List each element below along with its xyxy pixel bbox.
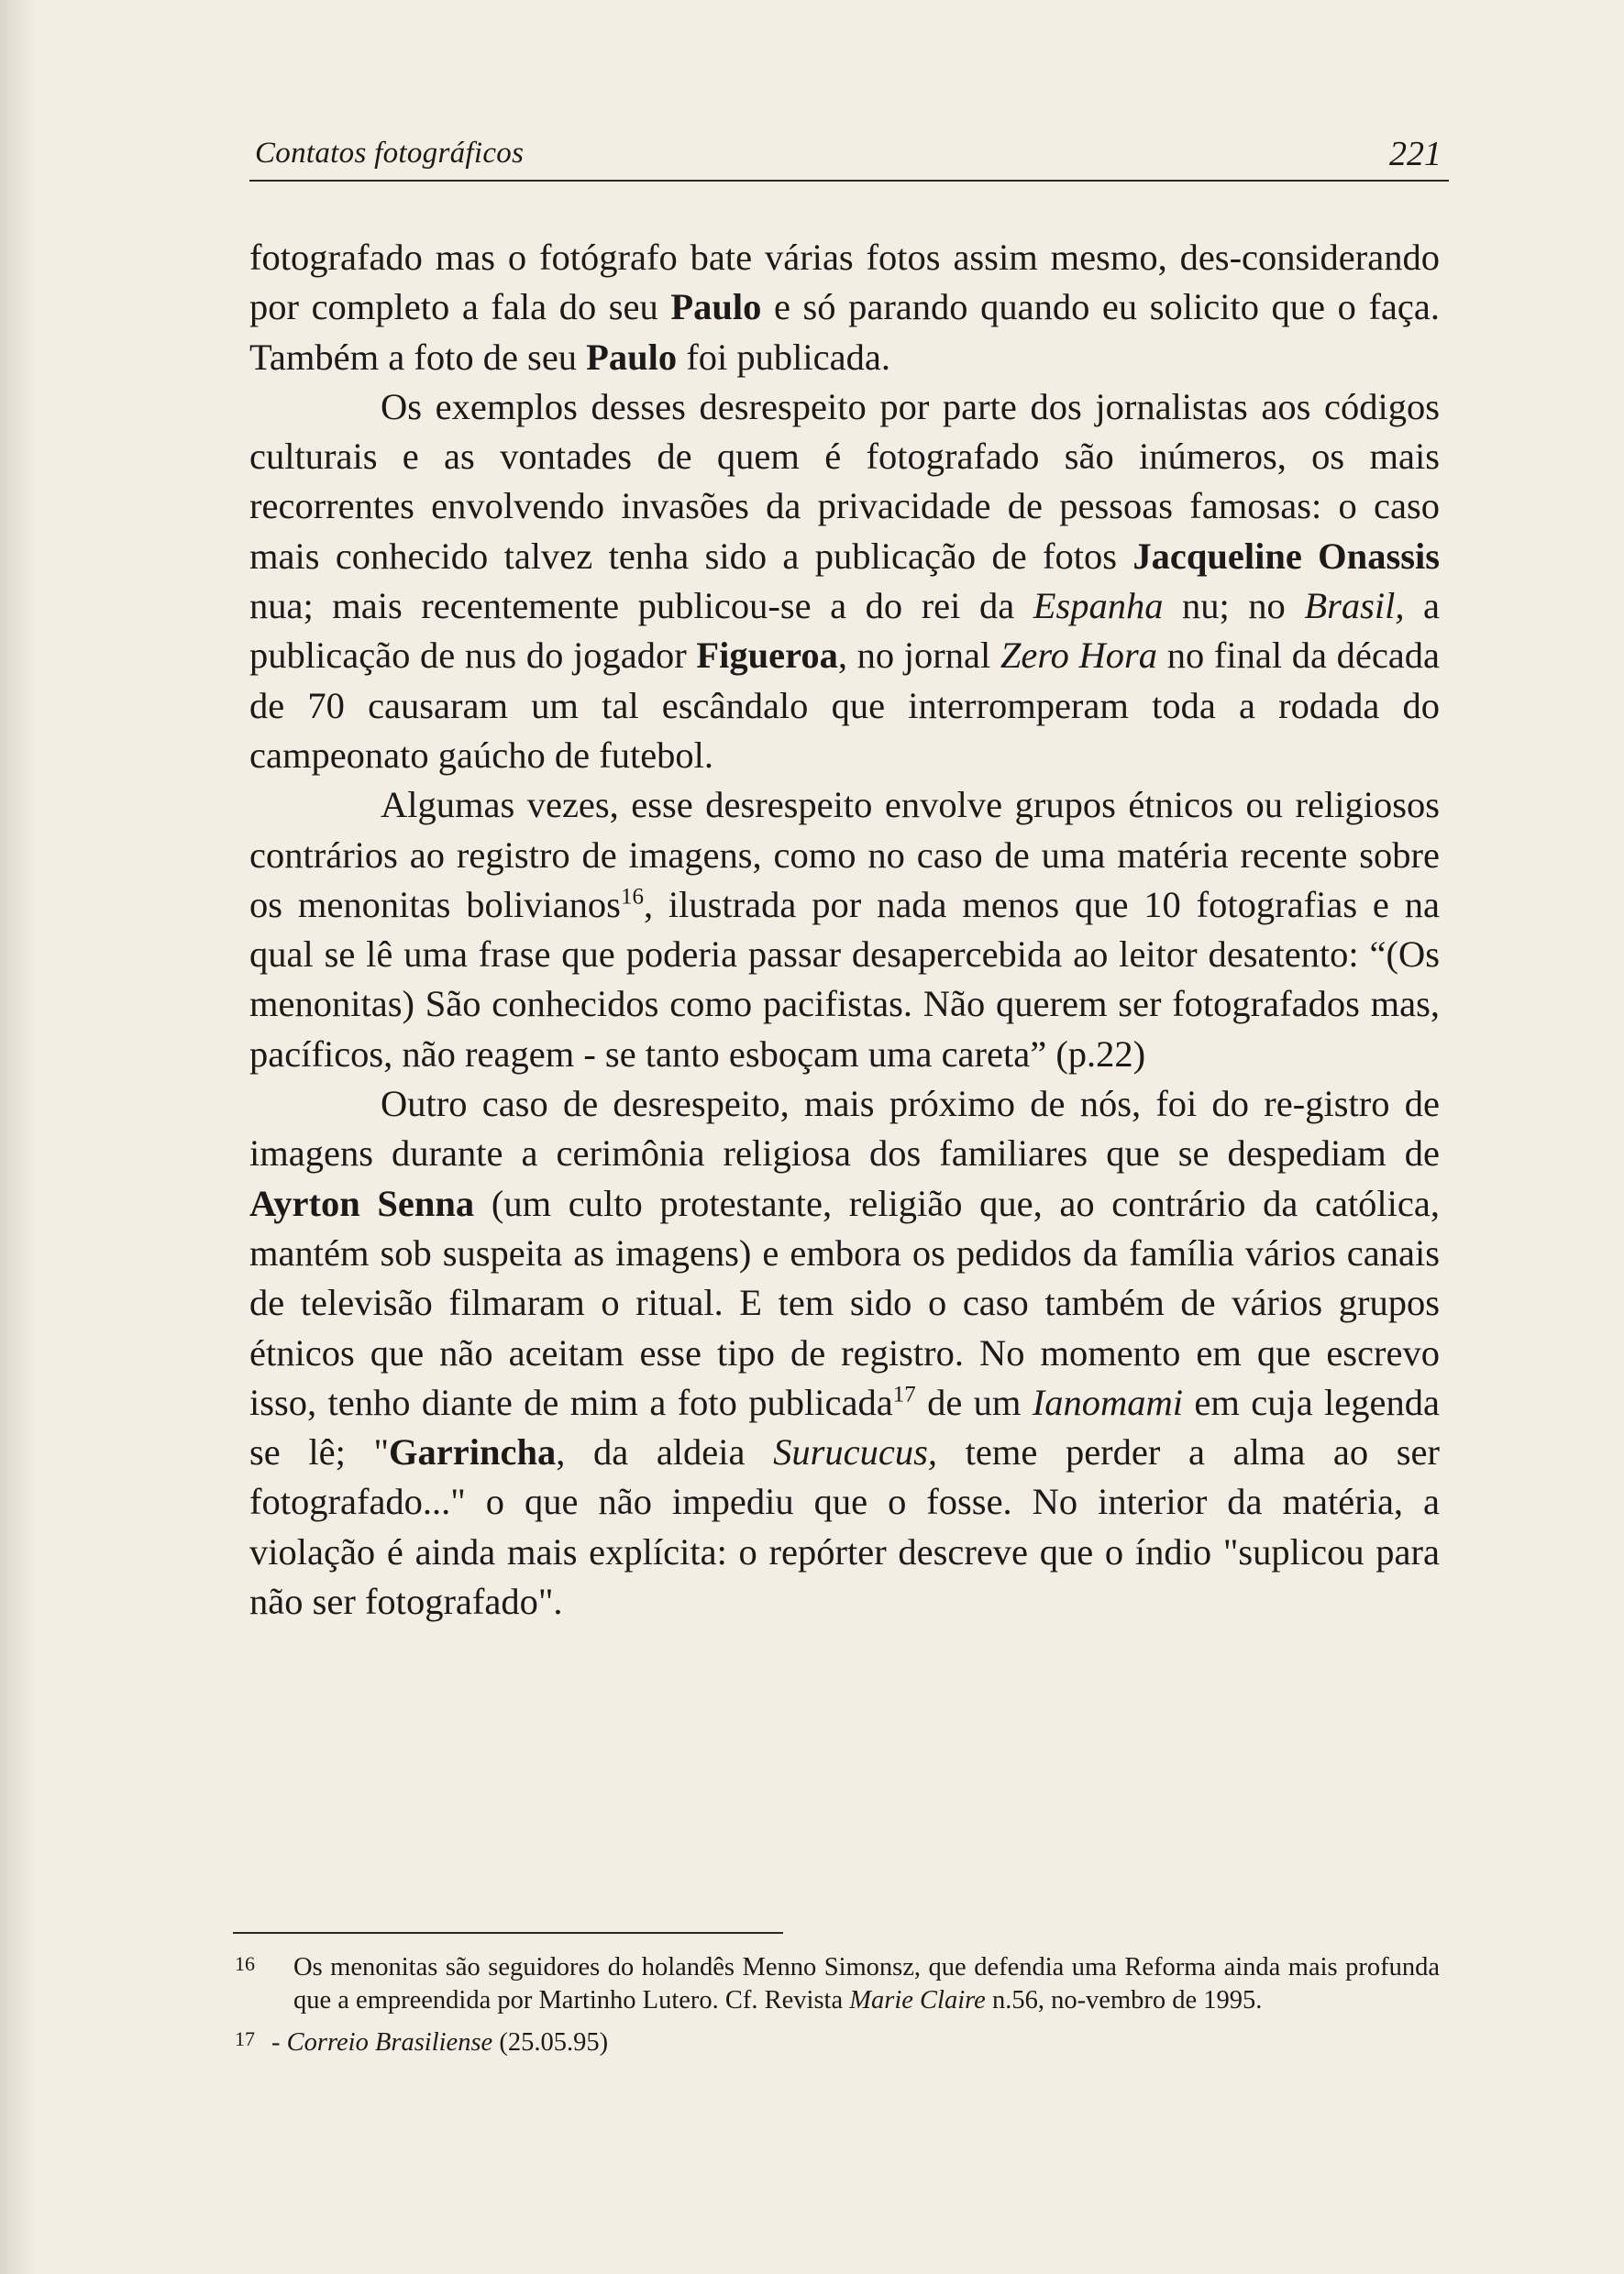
paragraph-1 <box>249 233 1440 382</box>
italic-term: Correio Brasiliense <box>286 2028 493 2057</box>
page-edge-shadow <box>0 0 37 2274</box>
paragraph-3 <box>249 780 1440 1079</box>
text-run: no final da década de 70 causaram um tal escândalo que interromperam toda a rodada do campeonato gaúcho de futebol. <box>249 635 1440 776</box>
footnote-reference: 17 <box>892 1382 916 1407</box>
text-run: Outro caso de desrespeito, mais próximo de nós, foi do re-gistro de imagens durante a cerimônia religiosa dos familiares que se despediam de <box>249 1083 1440 1175</box>
paragraph-2 <box>249 382 1440 780</box>
footnote-mark: 16 <box>235 1952 255 1975</box>
bold-name: Ayrton Senna <box>249 1182 475 1224</box>
footnotes <box>233 1951 1440 2069</box>
italic-term: Brasil, <box>1304 585 1405 627</box>
italic-term: Surucucus, <box>773 1431 937 1474</box>
paragraph-4 <box>249 1079 1440 1627</box>
bold-name: Garrincha <box>389 1431 557 1474</box>
text-run: , no jornal <box>837 635 1000 677</box>
bold-name: Figueroa <box>696 635 838 677</box>
text-run: e só parando quando eu solicito que o faça. Também a foto de seu <box>249 286 1440 378</box>
text-run: nua; mais recentemente publicou-se a do rei da <box>249 585 1033 627</box>
bold-name: Paulo <box>586 336 678 378</box>
italic-term: Zero Hora <box>1000 635 1158 677</box>
footnote-reference: 16 <box>620 884 644 910</box>
text-run: foi publicada. <box>677 336 890 378</box>
text-run: em cuja legenda se lê; " <box>249 1381 1440 1474</box>
text-run: de um <box>915 1381 1033 1423</box>
text-run: a publicação de nus do jogador <box>249 585 1440 677</box>
footnote-divider <box>233 1932 783 1934</box>
text-run: , ilustrada por nada menos que 10 fotografias e na qual se lê uma frase que poderia passar desapercebida ao leitor desatento: “(Os menonitas) São conhecidos como pacifistas. Não querem ser fotografados mas, pacíficos, não reagem - se tanto esboçam uma careta” (p.22) <box>249 883 1440 1075</box>
footnote-17 <box>233 2026 1440 2059</box>
text-run: (25.05.95) <box>492 2028 609 2057</box>
page-number: 221 <box>1389 135 1442 173</box>
text-run: fotografado mas o fotógrafo bate várias fotos assim mesmo, des-considerando por completo a fala do seu <box>249 237 1440 328</box>
text-run: nu; no <box>1163 585 1305 627</box>
text-run: Os exemplos desses desrespeito por parte dos jornalistas aos códigos culturais e as vontades de quem é fotografado são inúmeros, os mais recorrentes envolvendo invasões da privacidade de pessoas famosas: o caso mais conhecido talvez tenha sido a publicação de fotos <box>249 385 1440 577</box>
body-text <box>249 233 1440 1627</box>
text-run: , da aldeia <box>556 1431 774 1474</box>
text-run: - <box>271 2028 287 2057</box>
italic-term: Espanha <box>1033 585 1164 627</box>
running-title: Contatos fotográficos <box>255 137 525 170</box>
footnote-mark: 17 <box>235 2027 255 2050</box>
page-header <box>249 128 1449 182</box>
italic-term: Marie Claire <box>849 1986 986 2015</box>
text-run: Os menonitas são seguidores do holandês Menno Simonsz, que defendia uma Reforma ainda mais profunda que a empreendida por Martinho Lutero. Cf. Revista <box>293 1953 1440 2015</box>
text-run: n.56, no-vembro de 1995. <box>985 1986 1263 2015</box>
text-run: (um culto protestante, religião que, ao contrário da católica, mantém sob suspeita as imagens) e embora os pedidos da família vários canais de televisão filmaram o ritual. E tem sido o caso também de vários grupos étnicos que não aceitam esse tipo de registro. No momento em que escrevo isso, tenho diante de mim a foto publicada <box>249 1182 1440 1423</box>
text-run: teme perder a alma ao ser fotografado..." o que não impediu que o fosse. No interior da matéria, a violação é ainda mais explícita: o repórter descreve que o índio "suplicou para não ser fotografado". <box>249 1431 1440 1623</box>
text-run: Algumas vezes, esse desrespeito envolve grupos étnicos ou religiosos contrários ao registro de imagens, como no caso de uma matéria recente sobre os menonitas bolivianos <box>249 784 1440 925</box>
footnote-16 <box>233 1951 1440 2017</box>
bold-name: Jacqueline Onassis <box>1132 535 1440 577</box>
bold-name: Paulo <box>670 286 762 328</box>
italic-term: Ianomami <box>1032 1381 1184 1423</box>
